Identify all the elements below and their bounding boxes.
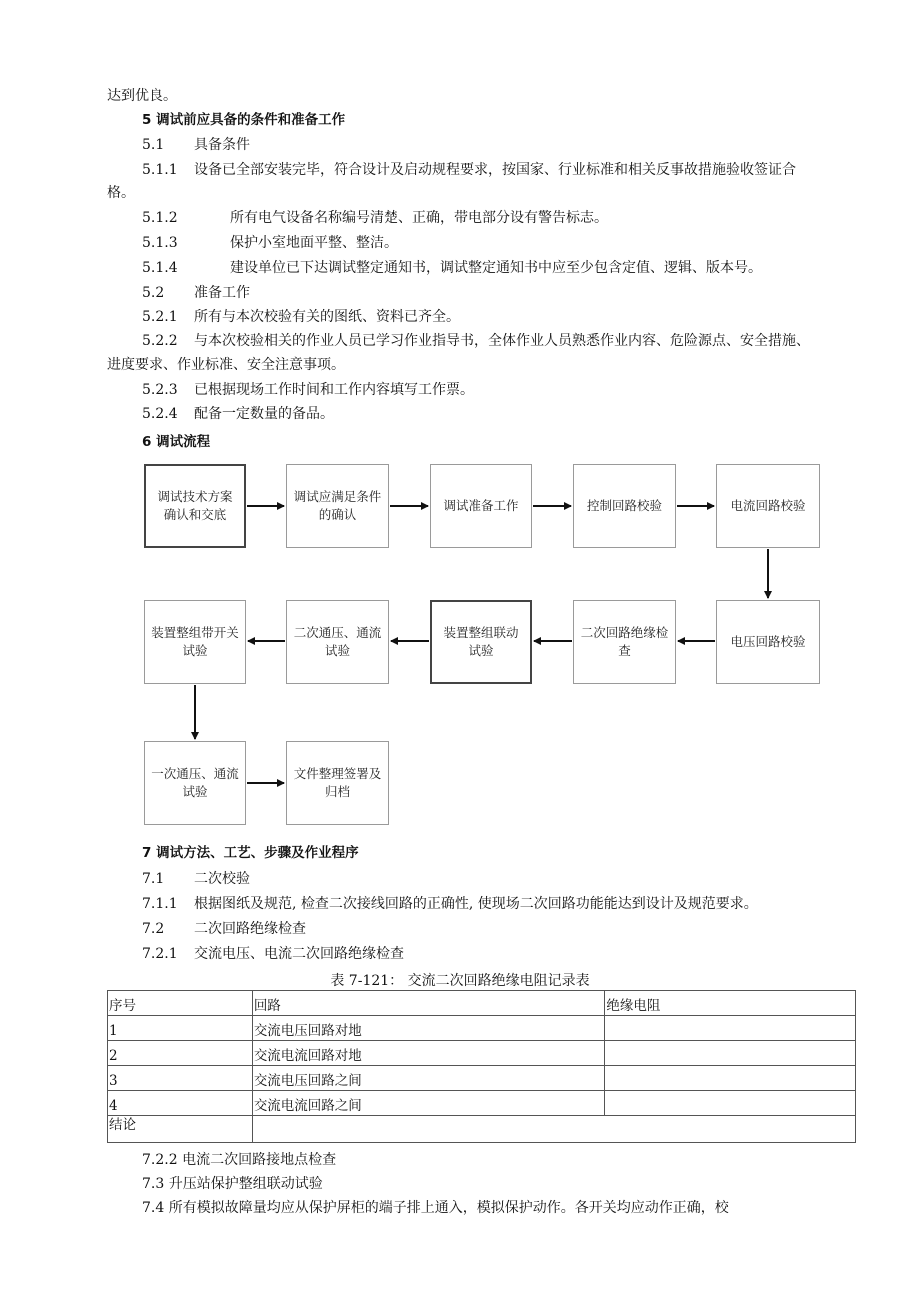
- item-number: 5.1.1: [142, 162, 178, 178]
- item-text: 所有与本次校验有关的图纸、资料已齐全。: [194, 309, 460, 325]
- table-row: [108, 1016, 856, 1041]
- flow-step-1: 调试技术方案确认和交底: [144, 464, 246, 548]
- conclusion-row: [108, 1116, 856, 1143]
- flow-step-9: 二次通压、通流试验: [286, 600, 389, 684]
- item-7-3: 7.3 升压站保护整组联动试验: [142, 1176, 323, 1192]
- flow-step-12: 文件整理签署及归档: [286, 741, 389, 825]
- table-row: [108, 1091, 856, 1116]
- conclusion-value: [252, 1116, 855, 1143]
- table-caption: 表 7-121： 交流二次回路绝缘电阻记录表: [330, 973, 590, 989]
- item-text: 所有电气设备名称编号清楚、正确，带电部分设有警告标志。: [230, 210, 608, 226]
- table-cell: [605, 1091, 856, 1116]
- item-7-2: [142, 919, 306, 939]
- item-text: 配备一定数量的备品。: [194, 406, 334, 422]
- item-text: 准备工作: [194, 285, 250, 301]
- item-text: 保护小室地面平整、整洁。: [230, 235, 398, 251]
- flow-step-10: 装置整组带开关试验: [144, 600, 246, 684]
- item-5-2-2-cont: 进度要求、作业标准、安全注意事项。: [107, 357, 345, 373]
- item-number: 5.1.2: [142, 210, 178, 226]
- item-7-2-2: 7.2.2 电流二次回路接地点检查: [142, 1152, 337, 1168]
- item-text: 二次回路绝缘检查: [194, 921, 306, 937]
- table-cell: 2: [108, 1041, 253, 1066]
- item-5-1-1-cont: 格。: [107, 185, 135, 201]
- table-cell: [605, 1016, 856, 1041]
- item-text: 交流电压、电流二次回路绝缘检查: [194, 946, 404, 962]
- item-number: 5.2.3: [142, 382, 178, 398]
- item-text: 与本次校验相关的作业人员已学习作业指导书，全体作业人员熟悉作业内容、危险源点、安全措施、: [194, 333, 810, 349]
- item-number: 7.1.1: [142, 896, 178, 912]
- flow-step-6: 电压回路校验: [716, 600, 820, 684]
- item-number: 7.2: [142, 921, 165, 937]
- section6-heading: 6 调试流程: [142, 434, 211, 450]
- item-number: 5.2: [142, 285, 165, 301]
- item-number: 5.2.2: [142, 333, 178, 349]
- flow-step-4: 控制回路校验: [573, 464, 676, 548]
- table-row: [108, 1041, 856, 1066]
- table-header-row: [108, 991, 856, 1016]
- item-text: 建设单位已下达调试整定通知书，调试整定通知书中应至少包含定值、逻辑、版本号。: [230, 260, 762, 276]
- item-7-2-1: [142, 944, 404, 964]
- item-text: 二次校验: [194, 871, 250, 887]
- item-text: 设备已全部安装完毕，符合设计及启动规程要求，按国家、行业标准和相关反事故措施验收签证合: [194, 162, 796, 178]
- table-cell: 3: [108, 1066, 253, 1091]
- table-cell: 交流电压回路之间: [252, 1066, 605, 1091]
- table-cell: 4: [108, 1091, 253, 1116]
- table-row: [108, 1066, 856, 1091]
- intro-line: 达到优良。: [107, 88, 177, 104]
- insulation-record-table: [107, 990, 856, 1143]
- flow-step-5: 电流回路校验: [716, 464, 820, 548]
- table-cell: 交流电流回路对地: [252, 1041, 605, 1066]
- item-7-1: [142, 869, 250, 889]
- flow-step-7: 二次回路绝缘检查: [573, 600, 676, 684]
- item-number: 7.2.1: [142, 946, 178, 962]
- item-text: 已根据现场工作时间和工作内容填写工作票。: [194, 382, 474, 398]
- header-cell: 序号: [108, 991, 253, 1016]
- section5-heading: 5 调试前应具备的条件和准备工作: [142, 112, 346, 128]
- item-number: 7.1: [142, 871, 165, 887]
- item-text: 根据图纸及规范, 检查二次接线回路的正确性, 使现场二次回路功能能达到设计及规范要求。: [194, 896, 758, 912]
- item-7-1-1: [142, 894, 758, 914]
- item-text: 具备条件: [194, 137, 250, 153]
- flow-step-3: 调试准备工作: [430, 464, 532, 548]
- table-cell: [605, 1041, 856, 1066]
- section7-heading: 7 调试方法、工艺、步骤及作业程序: [142, 845, 359, 861]
- table-cell: [605, 1066, 856, 1091]
- table-cell: 交流电压回路对地: [252, 1016, 605, 1041]
- item-number: 5.2.4: [142, 406, 178, 422]
- header-cell: 回路: [252, 991, 605, 1016]
- item-number: 5.2.1: [142, 309, 178, 325]
- table-cell: 交流电流回路之间: [252, 1091, 605, 1116]
- header-cell: 绝缘电阻: [605, 991, 856, 1016]
- item-number: 5.1: [142, 137, 165, 153]
- flow-step-2: 调试应满足条件的确认: [286, 464, 389, 548]
- item-number: 5.1.4: [142, 260, 178, 276]
- flow-step-8: 装置整组联动试验: [430, 600, 532, 684]
- flow-step-11: 一次通压、通流试验: [144, 741, 246, 825]
- table-cell: 1: [108, 1016, 253, 1041]
- item-number: 5.1.3: [142, 235, 178, 251]
- conclusion-label: 结论: [108, 1116, 253, 1143]
- item-7-4: 7.4 所有模拟故障量均应从保护屏柜的端子排上通入，模拟保护动作。各开关均应动作正确，校: [142, 1200, 729, 1216]
